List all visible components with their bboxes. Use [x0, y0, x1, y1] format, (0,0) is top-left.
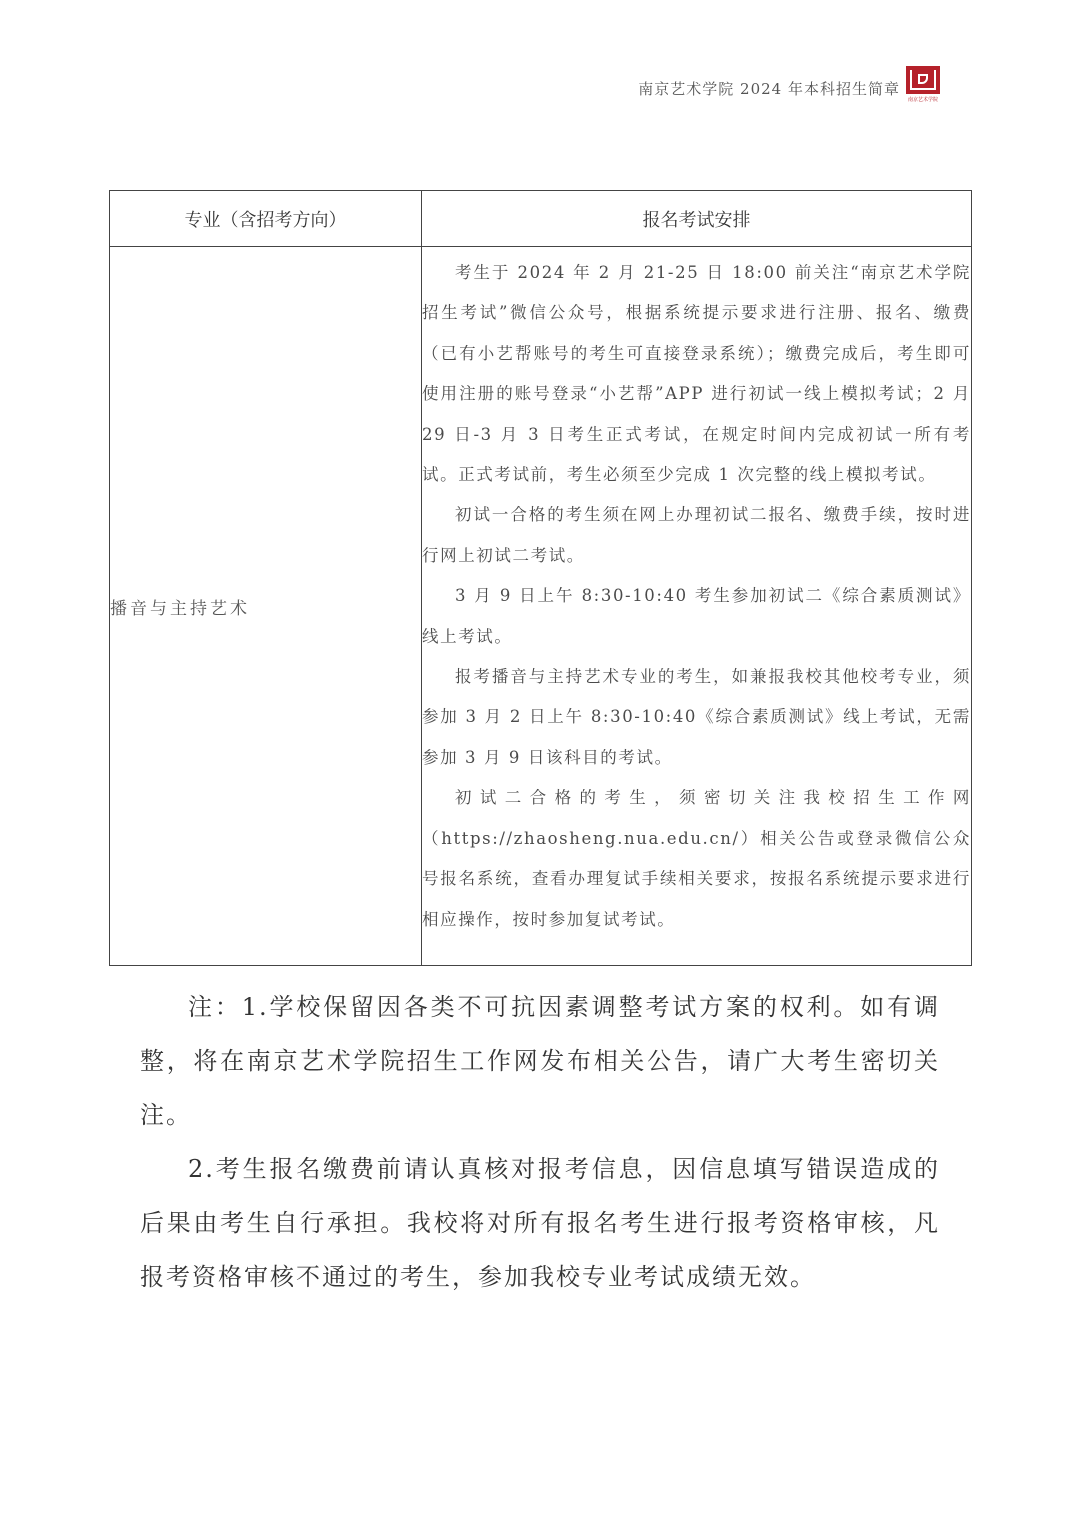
- arrangement-paragraph: 报考播音与主持艺术专业的考生，如兼报我校其他校考专业，须参加 3 月 2 日上午 8:30-10:40《综合素质测试》线上考试，无需参加 3 月 9 日该科目的考试。: [422, 667, 971, 767]
- page-header: [560, 68, 900, 108]
- exam-schedule-table: [109, 190, 972, 966]
- column-header-major: 专业（含招考方向）: [110, 191, 422, 247]
- arrangement-paragraph: 初试一合格的考生须在网上办理初试二报名、缴费手续，按时进行网上初试二考试。: [422, 505, 971, 565]
- column-header-arrangement: 报名考试安排: [422, 191, 972, 247]
- university-logo: [906, 66, 940, 104]
- arrangement-paragraph: 3 月 9 日上午 8:30-10:40 考生参加初试二《综合素质测试》线上考试。: [422, 586, 971, 646]
- seal-icon: [906, 66, 940, 94]
- arrangement-cell: [422, 247, 972, 966]
- note-2: 2.考生报名缴费前请认真核对报考信息，因信息填写错误造成的后果由考生自行承担。我校将对所有报名考生进行报考资格审核，凡报考资格审核不通过的考生，参加我校专业考试成绩无效。: [140, 1155, 940, 1291]
- major-cell: 播音与主持艺术: [110, 247, 422, 966]
- table-row: [110, 247, 972, 966]
- note-1: 注：1.学校保留因各类不可抗因素调整考试方案的权利。如有调整，将在南京艺术学院招生工作网发布相关公告，请广大考生密切关注。: [140, 993, 940, 1129]
- arrangement-paragraph: 初试二合格的考生，须密切关注我校招生工作网（https://zhaosheng.nua.edu.cn/）相关公告或登录微信公众号报名系统，查看办理复试手续相关要求，按报名系统提示要求进行相应操作，按时参加复试考试。: [422, 788, 971, 929]
- table-header-row: [110, 191, 972, 247]
- arrangement-paragraph: 考生于 2024 年 2 月 21-25 日 18:00 前关注“南京艺术学院招生考试”微信公众号，根据系统提示要求进行注册、报名、缴费（已有小艺帮账号的考生可直接登录系统）；缴费完成后，考生即可使用注册的账号登录“小艺帮”APP 进行初试一线上模拟考试；2 月 29 日-3 月 3 日考生正式考试，在规定时间内完成初试一所有考试。正式考试前，考生必须至少完成 1 次完整的线上模拟考试。: [422, 263, 971, 485]
- notes-section: [140, 980, 940, 1304]
- document-title: 南京艺术学院 2024 年本科招生简章: [638, 80, 900, 98]
- logo-caption: 南京艺术学院: [907, 97, 938, 103]
